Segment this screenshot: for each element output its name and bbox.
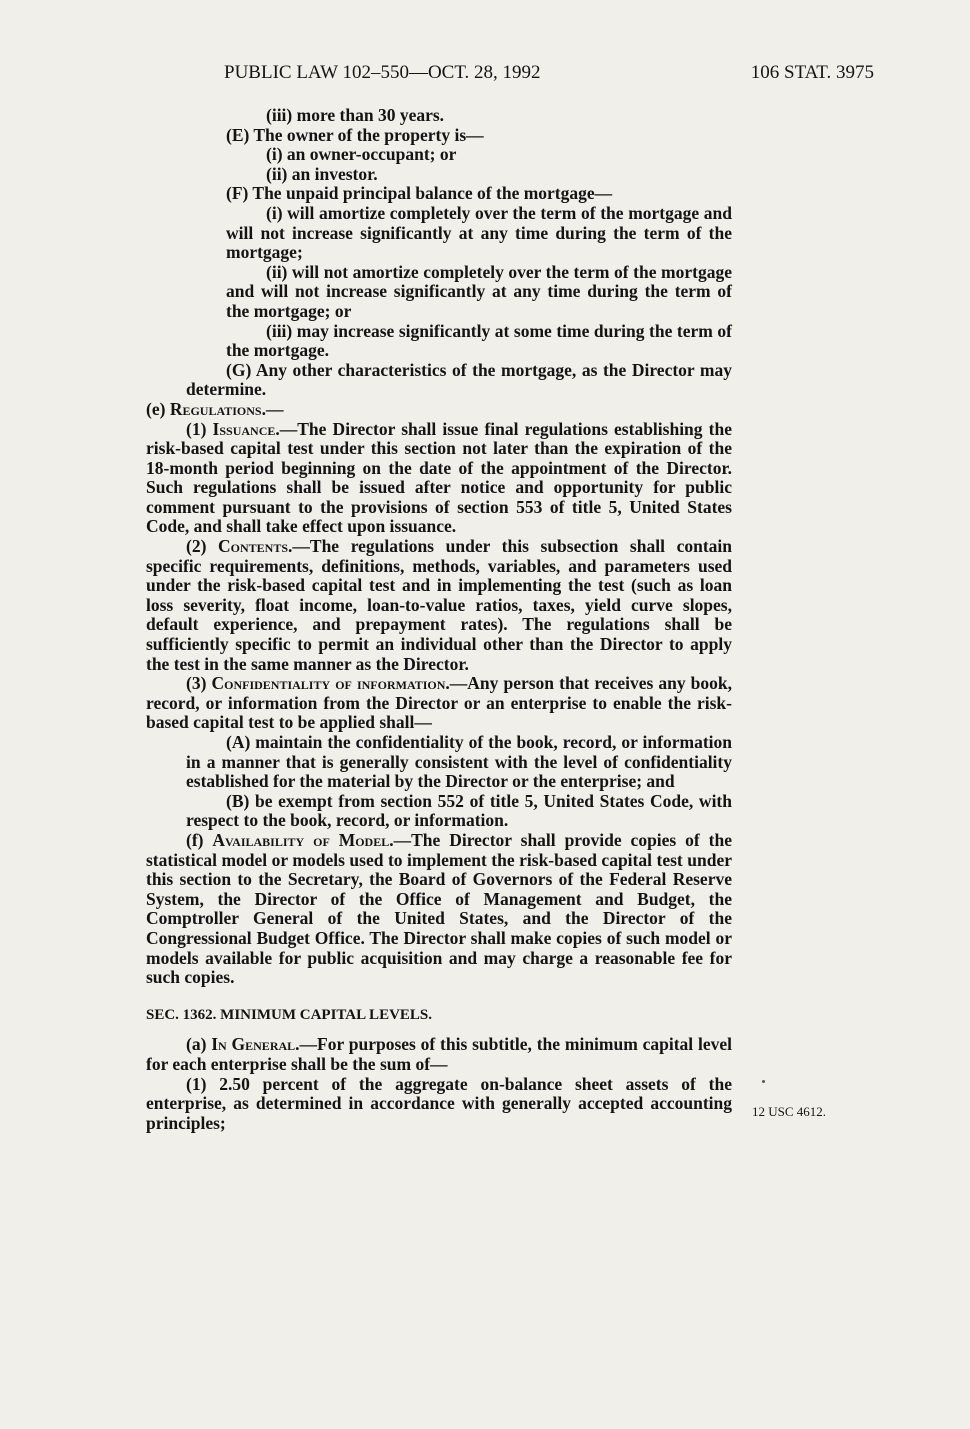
section-1362-heading: SEC. 1362. MINIMUM CAPITAL LEVELS. <box>146 1006 433 1023</box>
heading-regulations: Regulations <box>169 398 262 419</box>
subparagraph-f-balance: (F) The unpaid principal balance of the mortgage— <box>226 183 613 204</box>
subparagraph-a-maintain: (A) maintain the confidentiality of the book, record, or information in a manner that is generally consistent with the level of confidentiality established for the material by the Director or the enterprise; and <box>186 732 732 792</box>
running-header <box>224 62 874 90</box>
subparagraph-g-other: (G) Any other characteristics of the mortgage, as the Director may determine. <box>186 359 732 400</box>
margin-usc-citation: 12 USC 4612. <box>752 1104 827 1119</box>
subparagraph-b-exempt: (B) be exempt from section 552 of title 5, United States Code, with respect to the book, record, or information. <box>186 790 732 831</box>
heading-contents: Contents <box>218 536 289 557</box>
clause-iii-30-years: (iii) more than 30 years. <box>266 105 445 125</box>
clause-i-amortize: (i) will amortize completely over the term of the mortgage and will not increase significantly at any time during the term of the mortgage; <box>226 202 732 263</box>
clause-ii-investor: (ii) an investor. <box>266 163 378 184</box>
heading-issuance: Issuance <box>212 418 276 439</box>
heading-confidentiality: Confidentiality of information <box>211 673 446 694</box>
paragraph-3-confidentiality: (3) Confidentiality of information.—Any person that receives any book, record, or information from the Director or an enterprise to enable the risk-based capital test to be applied shall— <box>146 673 732 733</box>
heading-in-general: In General <box>211 1034 296 1055</box>
section-gap <box>146 988 732 1006</box>
subsection-e-regulations: (e) Regulations.— <box>146 398 284 419</box>
paragraph-2-contents: (2) Contents.—The regulations under this subsection shall contain specific requirements, definitions, methods, variables, and parameters used under the risk-based capital test and in implementing the test (such as loan loss severity, float income, loan-to-value ratios, taxes, yield curve slopes, default experience, and prepayment rates). The regulations shall be sufficiently specific to permit an individual other than the Director to apply the test in the same manner as the Director. <box>146 536 732 674</box>
stat-citation: 106 STAT. 3975 <box>750 62 874 83</box>
heading-availability: Availability of Model <box>212 829 390 850</box>
page-body <box>146 106 732 1133</box>
print-speck <box>762 1080 765 1083</box>
paragraph-1-percent: (1) 2.50 percent of the aggregate on-balance sheet assets of the enterprise, as determined in accordance with generally accepted accounting principles; <box>146 1073 732 1133</box>
running-head: PUBLIC LAW 102–550—OCT. 28, 1992 <box>224 62 541 83</box>
clause-i-owner-occupant: (i) an owner-occupant; or <box>266 144 457 165</box>
clause-ii-not-amortize: (ii) will not amortize completely over the term of the mortgage and will not increase significantly at any time during the term of the mortgage; or <box>226 261 732 321</box>
subsection-a-in-general: (a) In General.—For purposes of this subtitle, the minimum capital level for each enterprise shall be the sum of— <box>146 1034 732 1074</box>
subsection-f-availability: (f) Availability of Model.—The Director shall provide copies of the statistical model or models used to implement the risk-based capital test under this section to the Secretary, the Board of Governors of the Federal Reserve System, the Director of the Office of Management and Budget, the Comptroller General of the United States, and the Director of the Congressional Budget Office. The Director shall make copies of such model or models available for public acquisition and may charge a reasonable fee for such copies. <box>146 829 732 988</box>
clause-iii-increase: (iii) may increase significantly at some time during the term of the mortgage. <box>226 320 732 361</box>
subparagraph-e-owner: (E) The owner of the property is— <box>226 124 484 145</box>
paragraph-1-issuance: (1) Issuance.—The Director shall issue final regulations establishing the risk-based capital test under this section not later than the expiration of the 18-month period beginning on the date of the appointment of the Director. Such regulations shall be issued after notice and opportunity for public comment pursuant to the provisions of section 553 of title 5, United States Code, and shall take effect upon issuance. <box>146 418 732 537</box>
